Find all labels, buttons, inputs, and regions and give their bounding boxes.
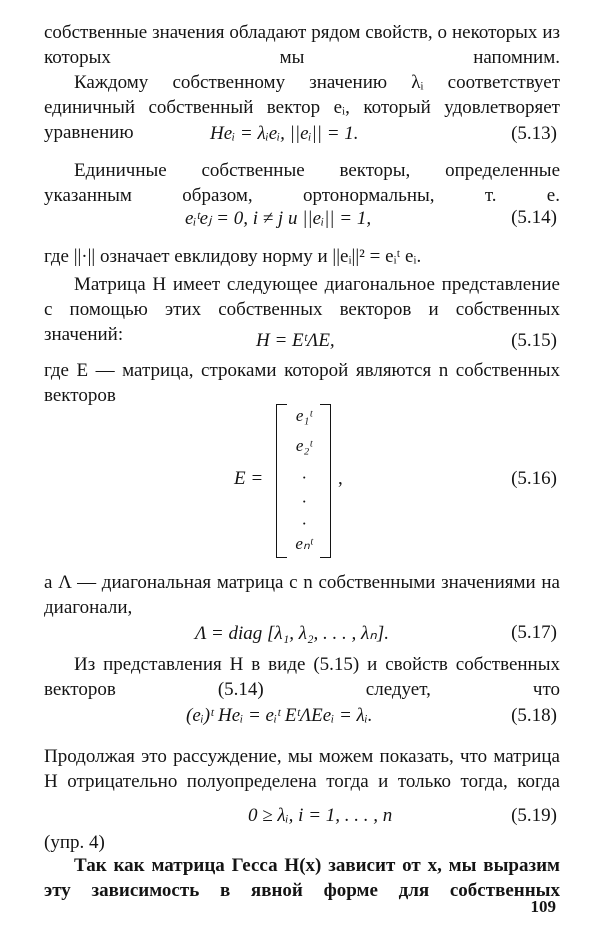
paragraph-norm: где ||·|| означает евклидову норму и ||eᵢ||² = eᵢᵗ eᵢ. — [44, 246, 422, 267]
equation-number: (5.17) — [511, 622, 557, 643]
matrix-row: e₂ᵗ — [295, 436, 313, 455]
equation-5-19 — [0, 805, 600, 833]
equation-number: (5.13) — [511, 123, 557, 144]
paragraph-eigenvector-def: Каждому собственному значению λᵢ соответствует единичный собственный вектор eᵢ, который удовлетворяет уравнению — [44, 72, 560, 143]
matrix-left-bracket — [276, 404, 287, 558]
equation-5-17 — [0, 622, 600, 650]
equation-formula: Λ = diag [λ₁, λ₂, . . . , λₙ]. — [195, 623, 389, 644]
paragraph-matrix-e: где E — матрица, строками которой являются n собственных векторов — [44, 360, 560, 406]
eigenvector-matrix — [234, 402, 394, 560]
paragraph-lambda: а Λ — диагональная матрица с n собственными значениями на диагонали, — [44, 572, 560, 618]
equation-5-15 — [0, 330, 600, 358]
paragraph-negative-semidefinite: Продолжая это рассуждение, мы можем показать, что матрица H отрицательно полуопределена тогда и только тогда, когда — [44, 746, 560, 792]
equation-number: (5.16) — [511, 468, 557, 489]
equation-formula: eᵢᵗeⱼ = 0, i ≠ j и ||eᵢ|| = 1, — [185, 208, 372, 229]
equation-formula: H = EᵗΛE, — [256, 330, 335, 351]
paragraph-representation: Из представления H в виде (5.15) и свойств собственных векторов (5.14) следует, что — [44, 654, 560, 700]
paragraph-hessian: Так как матрица Гесса H(x) зависит от x, мы выразим эту зависимость в явной форме для собственных — [44, 855, 560, 901]
equation-5-18 — [0, 705, 600, 733]
equation-number: (5.19) — [511, 805, 557, 826]
paragraph-exercise-ref: (упр. 4) — [44, 832, 105, 853]
paragraph-intro: собственные значения обладают рядом свойств, о некоторых из которых мы напомним. — [44, 22, 560, 68]
page-number: 109 — [530, 897, 556, 916]
equation-formula: 0 ≥ λᵢ, i = 1, . . . , n — [248, 805, 393, 826]
equation-number: (5.15) — [511, 330, 557, 351]
equation-number: (5.18) — [511, 705, 557, 726]
matrix-row: e₁ᵗ — [295, 406, 313, 425]
equation-formula: (eᵢ)ᵗ Heᵢ = eᵢᵗ EᵗΛEeᵢ = λᵢ. — [186, 705, 373, 726]
matrix-row: · — [301, 468, 307, 487]
equation-formula: E = — [234, 468, 264, 489]
matrix-right-bracket — [320, 404, 331, 558]
matrix-row: eₙᵗ — [295, 534, 313, 553]
paragraph-diagonal-rep: Матрица H имеет следующее диагональное представление с помощью этих собственных векторов и собственных значений: — [44, 274, 560, 345]
equation-5-13 — [0, 123, 600, 151]
matrix-row: · — [301, 492, 307, 511]
matrix-trailing-comma: , — [338, 468, 343, 489]
equation-formula: Heᵢ = λᵢeᵢ, ||eᵢ|| = 1. — [210, 123, 359, 144]
equation-5-14 — [0, 207, 600, 235]
matrix-row: · — [301, 514, 307, 533]
paragraph-orthonormal: Единичные собственные векторы, определенные указанным образом, ортонормальны, т. е. — [44, 160, 560, 206]
equation-number: (5.14) — [511, 207, 557, 228]
